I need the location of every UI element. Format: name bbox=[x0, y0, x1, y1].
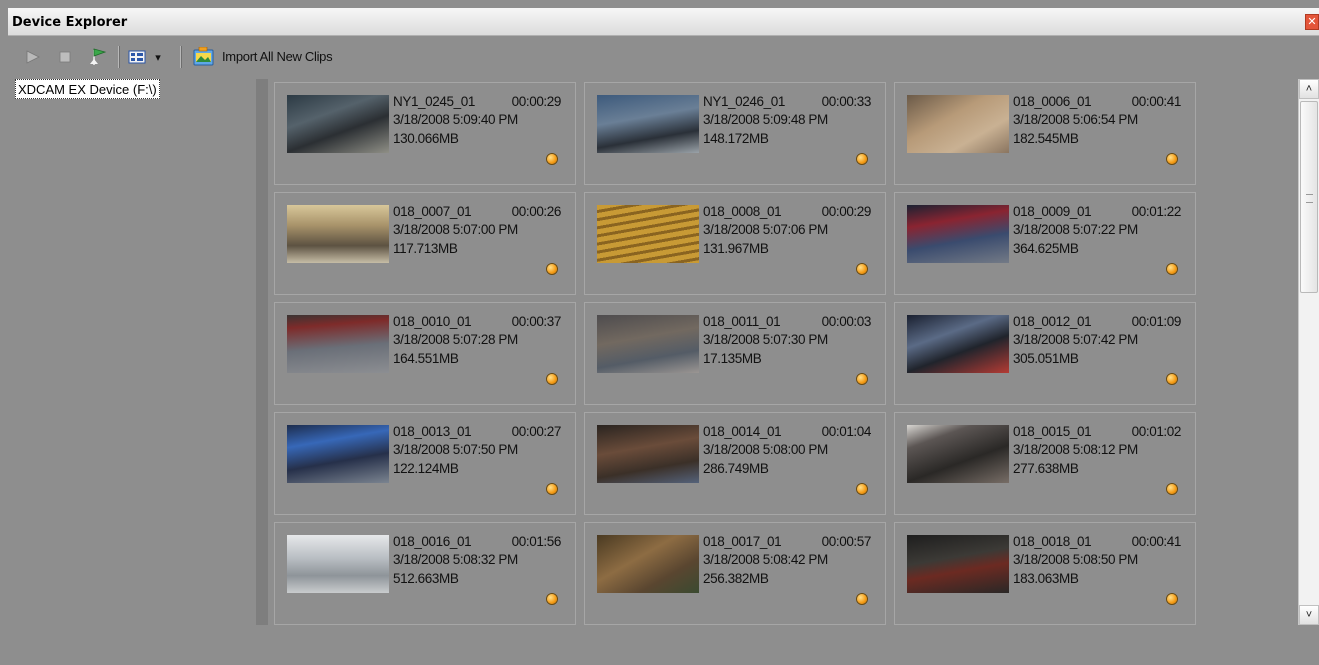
clip-date: 3/18/2008 5:08:42 PM bbox=[703, 552, 828, 567]
clip-size: 305.051MB bbox=[1013, 351, 1079, 366]
clip-name: NY1_0246_01 bbox=[703, 94, 785, 109]
clip-thumbnail[interactable] bbox=[907, 95, 1009, 153]
new-clip-status-icon bbox=[1167, 594, 1177, 604]
clip-duration: 00:01:22 bbox=[1131, 204, 1181, 219]
new-clip-status-icon bbox=[547, 374, 557, 384]
device-tree-item[interactable]: XDCAM EX Device (F:\) bbox=[15, 79, 160, 99]
clip-size: 286.749MB bbox=[703, 461, 769, 476]
vertical-scrollbar[interactable] bbox=[1298, 79, 1319, 625]
clip-grid bbox=[270, 79, 1298, 625]
clip-date: 3/18/2008 5:07:06 PM bbox=[703, 222, 828, 237]
clip-tile[interactable] bbox=[894, 522, 1196, 625]
clip-duration: 00:00:57 bbox=[821, 534, 871, 549]
clip-name: 018_0015_01 bbox=[1013, 424, 1092, 439]
clip-name: 018_0011_01 bbox=[703, 314, 781, 329]
play-icon[interactable] bbox=[22, 46, 44, 68]
new-clip-status-icon bbox=[857, 484, 867, 494]
clip-duration: 00:00:29 bbox=[821, 204, 871, 219]
clip-date: 3/18/2008 5:08:00 PM bbox=[703, 442, 828, 457]
clip-duration: 00:01:56 bbox=[511, 534, 561, 549]
clip-date: 3/18/2008 5:07:00 PM bbox=[393, 222, 518, 237]
clip-date: 3/18/2008 5:08:50 PM bbox=[1013, 552, 1138, 567]
thumbnail-view-icon[interactable] bbox=[126, 46, 148, 68]
clip-date: 3/18/2008 5:09:40 PM bbox=[393, 112, 518, 127]
clip-tile[interactable] bbox=[274, 412, 576, 515]
window-titlebar bbox=[8, 8, 1319, 36]
clip-date: 3/18/2008 5:07:22 PM bbox=[1013, 222, 1138, 237]
clip-size: 117.713MB bbox=[393, 241, 458, 256]
clip-date: 3/18/2008 5:06:54 PM bbox=[1013, 112, 1138, 127]
clip-thumbnail[interactable] bbox=[597, 425, 699, 483]
clip-tile[interactable] bbox=[894, 412, 1196, 515]
clip-duration: 00:00:41 bbox=[1131, 534, 1181, 549]
clip-tile[interactable] bbox=[584, 192, 886, 295]
clip-duration: 00:00:26 bbox=[511, 204, 561, 219]
new-clip-status-icon bbox=[547, 154, 557, 164]
new-clip-status-icon bbox=[857, 154, 867, 164]
view-dropdown-icon[interactable]: ▾ bbox=[155, 51, 161, 64]
clip-tile[interactable] bbox=[584, 82, 886, 185]
clip-duration: 00:00:37 bbox=[511, 314, 561, 329]
clip-size: 277.638MB bbox=[1013, 461, 1079, 476]
clip-tile[interactable] bbox=[584, 412, 886, 515]
clip-tile[interactable] bbox=[274, 192, 576, 295]
clip-name: 018_0017_01 bbox=[703, 534, 782, 549]
device-tree-panel bbox=[15, 79, 257, 625]
new-clip-status-icon bbox=[1167, 374, 1177, 384]
clip-name: 018_0008_01 bbox=[703, 204, 782, 219]
clip-thumbnail[interactable] bbox=[287, 95, 389, 153]
stop-icon[interactable] bbox=[54, 46, 76, 68]
clip-size: 17.135MB bbox=[703, 351, 762, 366]
new-clip-status-icon bbox=[547, 484, 557, 494]
clip-size: 512.663MB bbox=[393, 571, 459, 586]
clip-thumbnail[interactable] bbox=[287, 315, 389, 373]
clip-size: 182.545MB bbox=[1013, 131, 1079, 146]
clip-tile[interactable] bbox=[894, 302, 1196, 405]
clip-name: 018_0016_01 bbox=[393, 534, 472, 549]
clip-size: 148.172MB bbox=[703, 131, 769, 146]
clip-size: 131.967MB bbox=[703, 241, 769, 256]
clip-tile[interactable] bbox=[894, 192, 1196, 295]
clip-tile[interactable] bbox=[584, 522, 886, 625]
clip-name: 018_0013_01 bbox=[393, 424, 472, 439]
scroll-up-icon[interactable]: ˄ bbox=[1299, 79, 1319, 99]
flag-icon[interactable] bbox=[84, 46, 110, 68]
clip-duration: 00:00:33 bbox=[821, 94, 871, 109]
scrollbar-thumb[interactable] bbox=[1300, 101, 1318, 293]
clip-date: 3/18/2008 5:07:50 PM bbox=[393, 442, 518, 457]
clip-date: 3/18/2008 5:08:32 PM bbox=[393, 552, 518, 567]
clip-thumbnail[interactable] bbox=[597, 205, 699, 263]
clip-date: 3/18/2008 5:07:30 PM bbox=[703, 332, 828, 347]
clip-thumbnail[interactable] bbox=[287, 425, 389, 483]
clip-thumbnail[interactable] bbox=[597, 95, 699, 153]
clip-thumbnail[interactable] bbox=[597, 535, 699, 593]
clip-thumbnail[interactable] bbox=[287, 535, 389, 593]
clip-tile[interactable] bbox=[274, 522, 576, 625]
clip-size: 364.625MB bbox=[1013, 241, 1079, 256]
clip-name: 018_0012_01 bbox=[1013, 314, 1092, 329]
clip-name: NY1_0245_01 bbox=[393, 94, 475, 109]
clip-date: 3/18/2008 5:07:42 PM bbox=[1013, 332, 1138, 347]
clip-duration: 00:00:41 bbox=[1131, 94, 1181, 109]
window-title: Device Explorer bbox=[12, 15, 128, 30]
clip-tile[interactable] bbox=[274, 82, 576, 185]
clip-date: 3/18/2008 5:07:28 PM bbox=[393, 332, 518, 347]
panel-splitter[interactable] bbox=[256, 79, 268, 625]
clip-size: 122.124MB bbox=[393, 461, 459, 476]
clip-size: 256.382MB bbox=[703, 571, 769, 586]
new-clip-status-icon bbox=[1167, 154, 1177, 164]
new-clip-status-icon bbox=[1167, 264, 1177, 274]
new-clip-status-icon bbox=[857, 264, 867, 274]
clip-thumbnail[interactable] bbox=[597, 315, 699, 373]
new-clip-status-icon bbox=[1167, 484, 1177, 494]
close-icon[interactable]: ✕ bbox=[1305, 14, 1319, 30]
clip-thumbnail[interactable] bbox=[907, 205, 1009, 263]
toolbar bbox=[8, 36, 1319, 76]
clip-name: 018_0014_01 bbox=[703, 424, 782, 439]
clip-thumbnail[interactable] bbox=[907, 425, 1009, 483]
import-icon[interactable] bbox=[192, 46, 216, 68]
clip-duration: 00:00:27 bbox=[511, 424, 561, 439]
clip-thumbnail[interactable] bbox=[907, 535, 1009, 593]
clip-size: 164.551MB bbox=[393, 351, 459, 366]
clip-duration: 00:01:09 bbox=[1131, 314, 1181, 329]
clip-tile[interactable] bbox=[894, 82, 1196, 185]
new-clip-status-icon bbox=[857, 594, 867, 604]
clip-tile[interactable] bbox=[274, 302, 576, 405]
clip-duration: 00:00:03 bbox=[821, 314, 871, 329]
new-clip-status-icon bbox=[547, 264, 557, 274]
new-clip-status-icon bbox=[857, 374, 867, 384]
clip-tile[interactable] bbox=[584, 302, 886, 405]
clip-duration: 00:01:02 bbox=[1131, 424, 1181, 439]
scroll-down-icon[interactable]: ˅ bbox=[1299, 605, 1319, 625]
clip-name: 018_0018_01 bbox=[1013, 534, 1092, 549]
clip-name: 018_0006_01 bbox=[1013, 94, 1092, 109]
clip-date: 3/18/2008 5:08:12 PM bbox=[1013, 442, 1138, 457]
clip-name: 018_0009_01 bbox=[1013, 204, 1092, 219]
clip-thumbnail[interactable] bbox=[287, 205, 389, 263]
status-bar bbox=[8, 625, 1319, 665]
clip-duration: 00:00:29 bbox=[511, 94, 561, 109]
new-clip-status-icon bbox=[547, 594, 557, 604]
clip-size: 183.063MB bbox=[1013, 571, 1079, 586]
clip-date: 3/18/2008 5:09:48 PM bbox=[703, 112, 828, 127]
clip-name: 018_0010_01 bbox=[393, 314, 472, 329]
clip-duration: 00:01:04 bbox=[821, 424, 871, 439]
clip-size: 130.066MB bbox=[393, 131, 459, 146]
clip-thumbnail[interactable] bbox=[907, 315, 1009, 373]
import-all-new-clips-button[interactable]: Import All New Clips bbox=[222, 49, 333, 64]
clip-name: 018_0007_01 bbox=[393, 204, 472, 219]
